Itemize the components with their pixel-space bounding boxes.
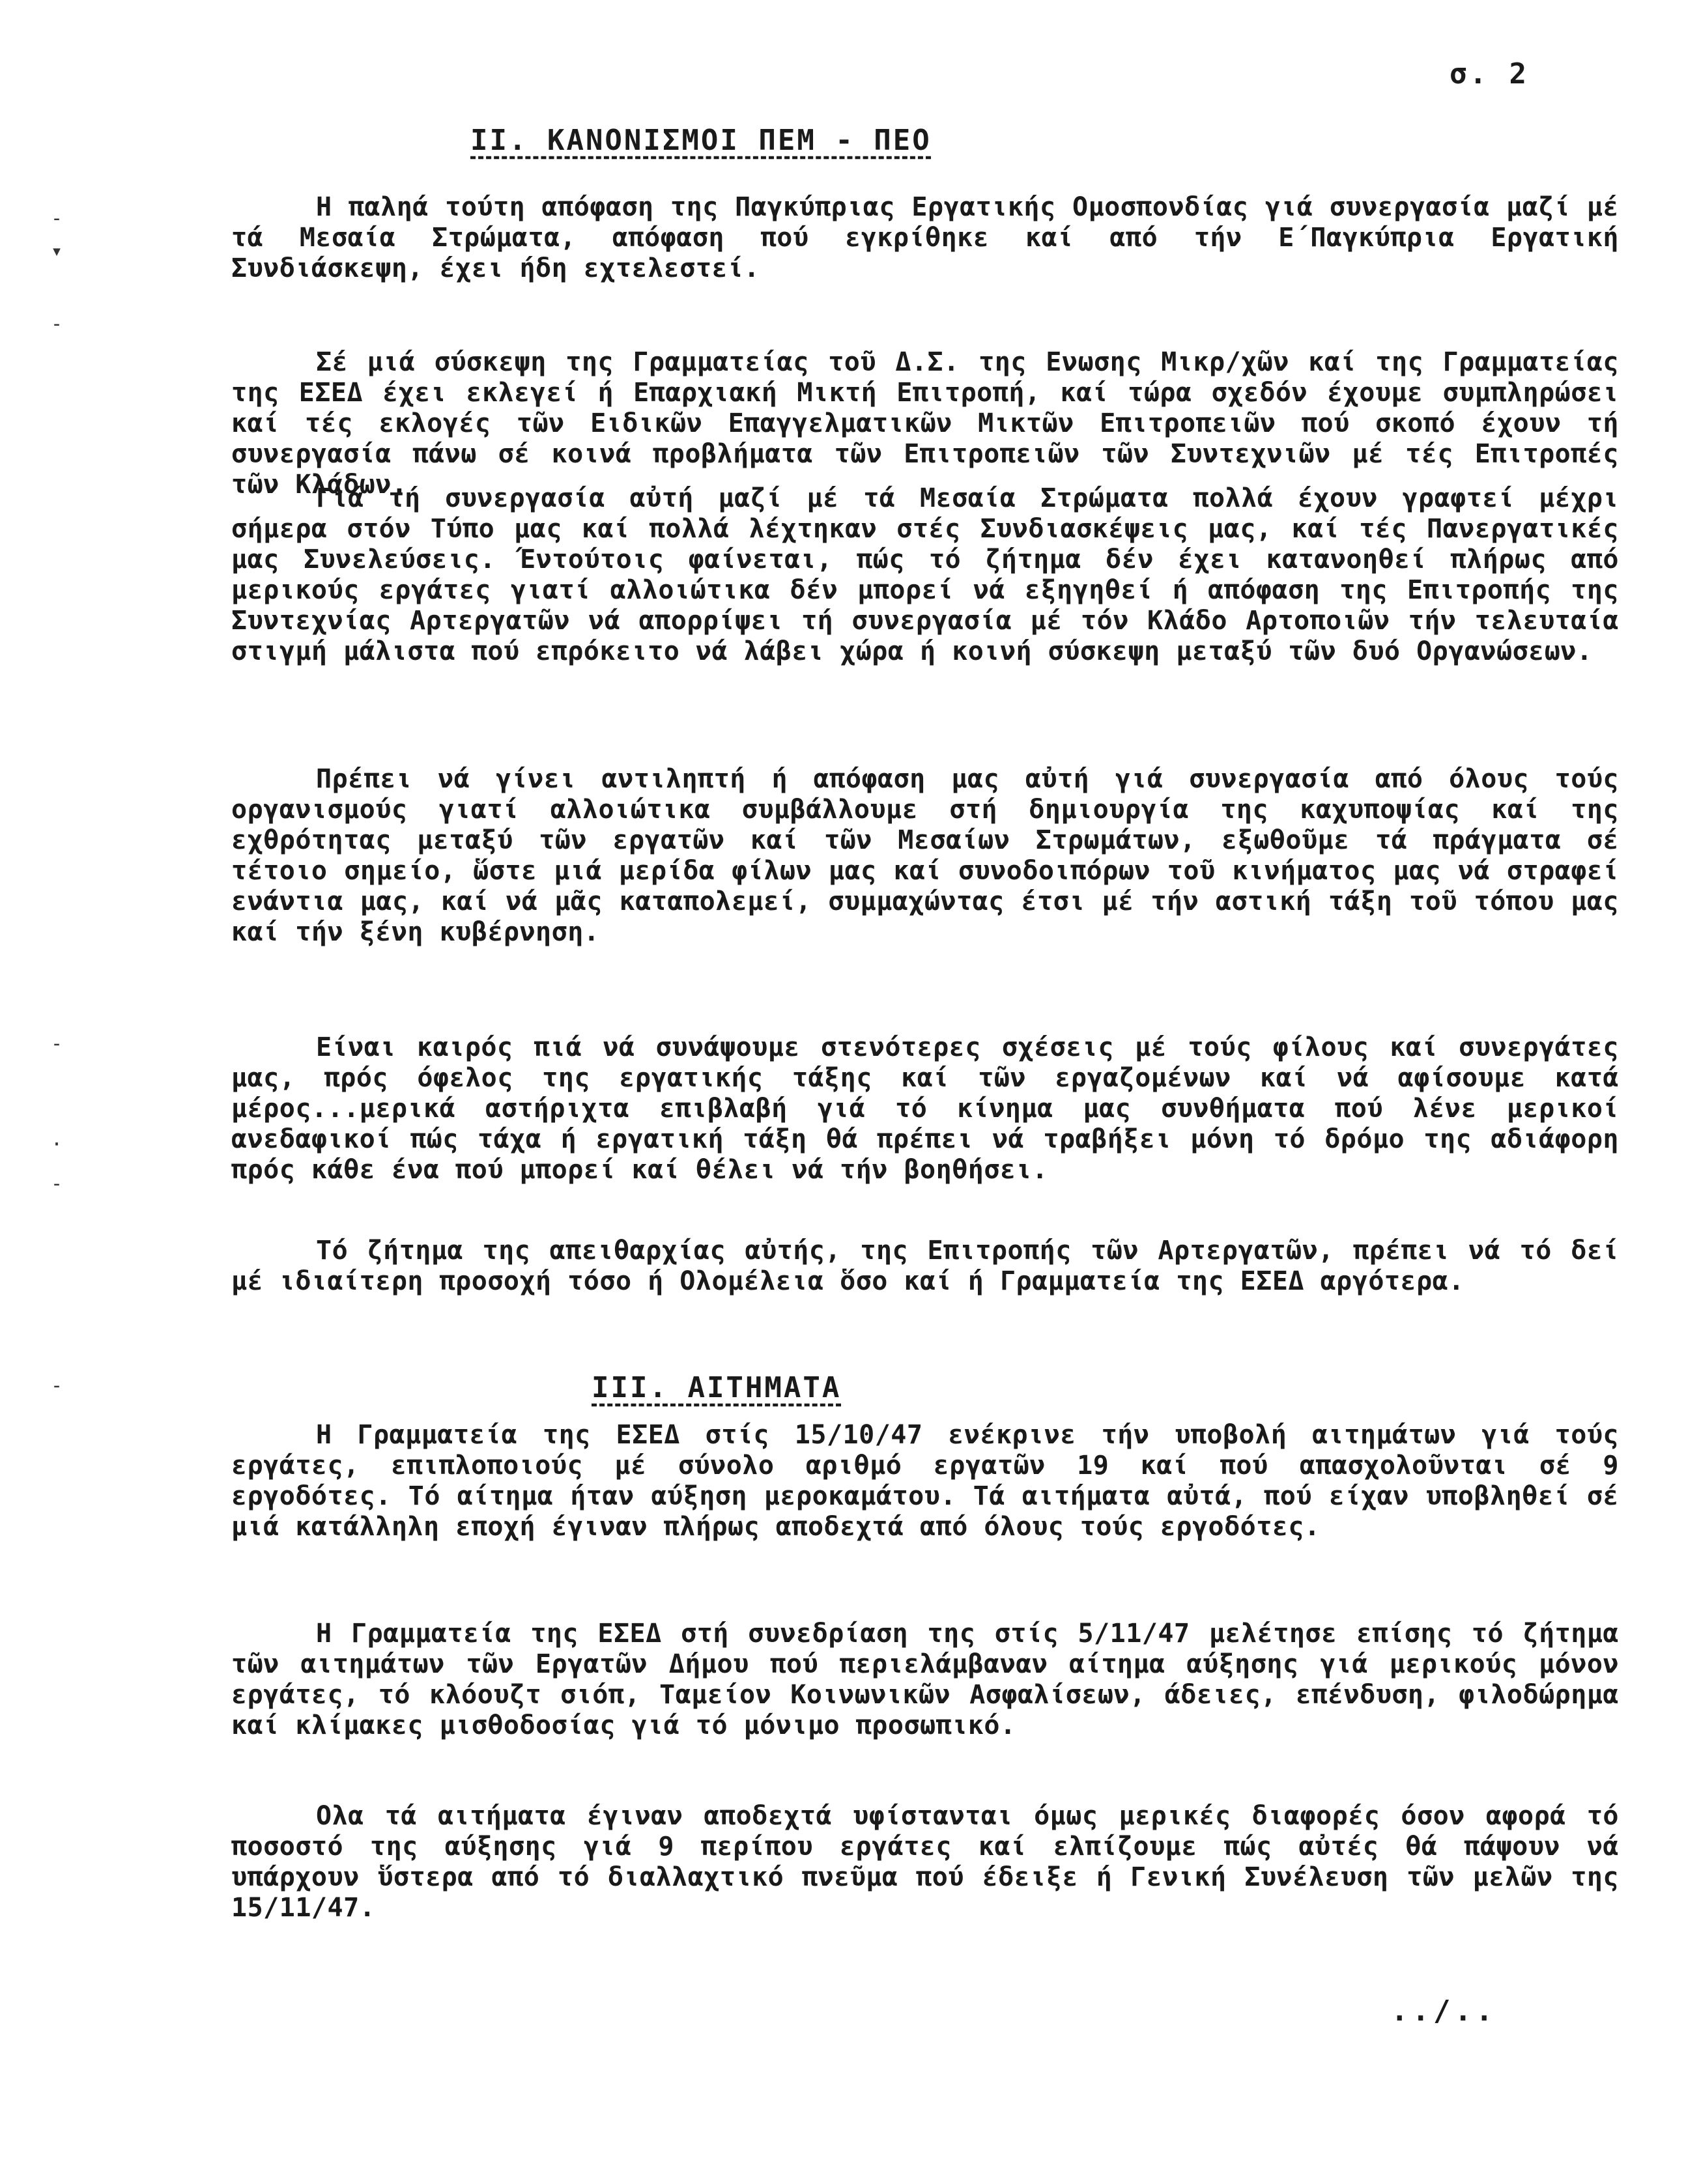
margin-mark: - xyxy=(51,1172,63,1195)
paragraph: Ολα τά αιτήματα έγιναν αποδεχτά υφίστανται όμως μερικές διαφορές όσον αφορά τό ποσοστό της αύξησης γιά 9 περίπου εργάτες καί ελπίζουμε πώς αὐτές θά πάψουν νά υπάρχουν ὕστερα από τό διαλλαχτικό πνεῦμα πού έδειξε ή Γενική Συνέλευση τῶν μελῶν της 15/11/47. xyxy=(231,1801,1619,1923)
paragraph: Σέ μιά σύσκεψη της Γραμματείας τοῦ Δ.Σ. της Ενωσης Μικρ/χῶν καί της Γραμματείας της ΕΣΕΔ έχει εκλεγεί ή Επαρχιακή Μικτή Επιτροπή, καί τώρα σχεδόν έχουμε συμπληρώσει καί τές εκλογές τῶν Ειδικῶν Επαγγελματικῶν Μικτῶν Επιτροπειῶν πού σκοπό έχουν τή συνεργασία πάνω σέ κοινά προβλήματα τῶν Επιτροπειῶν τῶν Συντεχνιῶν μέ τές Επιτροπές τῶν Κλάδων. xyxy=(231,347,1619,500)
paragraph: Γιά τή συνεργασία αὐτή μαζί μέ τά Μεσαία Στρώματα πολλά έχουν γραφτεί μέχρι σήμερα στόν Τύπο μας καί πολλά λέχτηκαν στές Συνδιασκέψεις μας, καί τές Πανεργατικές μας Συνελεύσεις. Έντούτοις φαίνεται, πώς τό ζήτημα δέν έχει κατανοηθεί πλήρως από μερικούς εργάτες γιατί αλλοιώτικα δέν μπορεί νά εξηγηθεί ή απόφαση της Επιτροπής της Συντεχνίας Αρτεργατῶν νά απορρίψει τή συνεργασία μέ τόν Κλάδο Αρτοποιῶν τήν τελευταία στιγμή μάλιστα πού επρόκειτο νά λάβει χώρα ή κοινή σύσκεψη μεταξύ τῶν δυό Οργανώσεων. xyxy=(231,483,1619,666)
margin-mark: - xyxy=(51,1374,63,1397)
page-number: σ. 2 xyxy=(1450,57,1529,91)
margin-mark: - xyxy=(51,207,63,230)
paragraph: Η Γραμματεία της ΕΣΕΔ στίς 15/10/47 ενέκρινε τήν υποβολή αιτημάτων γιά τούς εργάτες, επιπλοποιούς μέ σύνολο αριθμό εργατῶν 19 καί πού απασχολοῦνται σέ 9 εργοδότες. Τό αίτημα ήταν αύξηση μεροκαμάτου. Τά αιτήματα αὐτά, πού είχαν υποβληθεί σέ μιά κατάλληλη εποχή έγιναν πλήρως αποδεχτά από όλους τούς εργοδότες. xyxy=(231,1420,1619,1542)
continuation-mark: ../.. xyxy=(1391,1994,1497,2028)
paragraph: Η παληά τούτη απόφαση της Παγκύπριας Εργατικής Ομοσπονδίας γιά συνεργασία μαζί μέ τά Μεσαία Στρώματα, απόφαση πού εγκρίθηκε καί από τήν Ε΄Παγκύπρια Εργατική Συνδιάσκεψη, έχει ήδη εχτελεστεί. xyxy=(231,192,1619,283)
paragraph: Είναι καιρός πιά νά συνάψουμε στενότερες σχέσεις μέ τούς φίλους καί συνεργάτες μας, πρός όφελος της εργατικής τάξης καί τῶν εργαζομένων καί νά αφίσουμε κατά μέρος...μερικά αστήριχτα επιβλαβή γιά τό κίνημα μας συνθήματα πού λένε μερικοί ανεδαφικοί πώς τάχα ή εργατική τάξη θά πρέπει νά τραβήξει μόνη τό δρόμο της αδιάφορη πρός κάθε ένα πού μπορεί καί θέλει νά τήν βοηθήσει. xyxy=(231,1032,1619,1185)
section-heading-iii: III. ΑΙΤΗΜΑΤΑ xyxy=(592,1371,842,1404)
section-heading-ii: II. ΚΑΝΟΝΙΣΜΟΙ ΠΕΜ - ΠΕΟ xyxy=(470,124,932,157)
margin-mark: · xyxy=(51,1133,63,1156)
margin-mark: - xyxy=(51,1032,63,1055)
paragraph: Η Γραμματεία της ΕΣΕΔ στή συνεδρίαση της στίς 5/11/47 μελέτησε επίσης τό ζήτημα τῶν αιτημάτων τῶν Εργατῶν Δήμου πού περιελάμβαναν αίτημα αύξησης γιά μερικούς μόνον εργάτες, τό κλόουζτ σιόπ, Ταμείον Κοινωνικῶν Ασφαλίσεων, άδειες, επένδυση, φιλοδώρημα καί κλίμακες μισθοδοσίας γιά τό μόνιμο προσωπικό. xyxy=(231,1619,1619,1740)
margin-mark: ▾ xyxy=(51,240,63,262)
paragraph: Πρέπει νά γίνει αντιληπτή ή απόφαση μας αὐτή γιά συνεργασία από όλους τούς οργανισμούς γιατί αλλοιώτικα συμβάλλουμε στή δημιουργία της καχυποψίας καί της εχθρότητας μεταξύ τῶν εργατῶν καί τῶν Μεσαίων Στρωμάτων, εξωθοῦμε τά πράγματα σέ τέτοιο σημείο, ὥστε μιά μερίδα φίλων μας καί συνοδοιπόρων τοῦ κινήματος μας νά στραφεί ενάντια μας, καί νά μᾶς καταπολεμεί, συμμαχώντας έτσι μέ τήν αστική τάξη τοῦ τόπου μας καί τήν ξένη κυβέρνηση. xyxy=(231,764,1619,947)
paragraph: Τό ζήτημα της απειθαρχίας αὐτής, της Επιτροπής τῶν Αρτεργατῶν, πρέπει νά τό δεί μέ ιδιαίτερη προσοχή τόσο ή Ολομέλεια ὅσο καί ή Γραμματεία της ΕΣΕΔ αργότερα. xyxy=(231,1236,1619,1296)
margin-mark: - xyxy=(51,313,63,335)
